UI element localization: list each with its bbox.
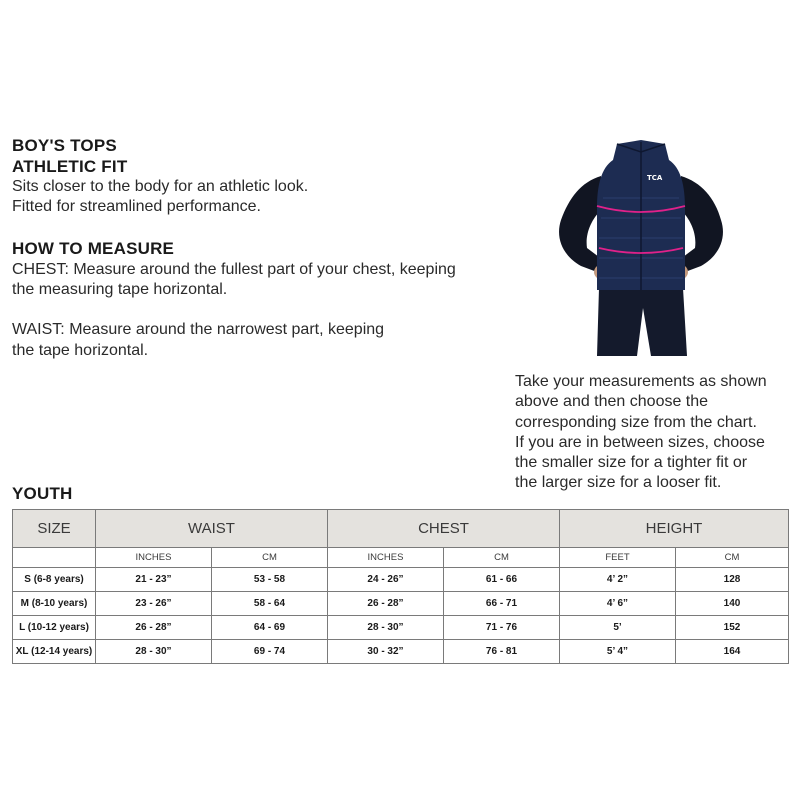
unit-header-row	[13, 548, 789, 568]
left-sleeve	[559, 176, 603, 272]
waist-inches-cell: 21 - 23”	[96, 568, 212, 592]
model-figure	[551, 138, 731, 356]
size-chart-table	[12, 509, 789, 664]
height-feet-cell: 4’ 2”	[560, 568, 676, 592]
section-title: YOUTH	[12, 484, 73, 503]
size-cell: XL (12-14 years)	[13, 640, 96, 664]
fit-title: ATHLETIC FIT	[12, 157, 128, 176]
table-row	[13, 568, 789, 592]
size-column-header: SIZE	[13, 510, 96, 548]
unit-header: INCHES	[96, 548, 212, 568]
height-feet-cell: 5’	[560, 616, 676, 640]
chest-inches-cell: 28 - 30”	[328, 616, 444, 640]
unit-header: CM	[212, 548, 328, 568]
note-line: corresponding size from the chart.	[515, 413, 757, 431]
height-feet-cell: 5’ 4”	[560, 640, 676, 664]
height-feet-cell: 4’ 6”	[560, 592, 676, 616]
waist-inches-cell: 28 - 30”	[96, 640, 212, 664]
height-cm-cell: 140	[676, 592, 789, 616]
unit-header: CM	[444, 548, 560, 568]
note-line: Take your measurements as shown	[515, 373, 767, 390]
fit-description-line: Fitted for streamlined performance.	[12, 198, 261, 215]
pants	[597, 288, 687, 356]
note-line: If you are in between sizes, choose	[515, 433, 765, 451]
waist-inches-cell: 26 - 28”	[96, 616, 212, 640]
right-sleeve	[679, 176, 723, 272]
height-cm-cell: 164	[676, 640, 789, 664]
page-title: BOY'S TOPS	[12, 136, 117, 155]
table-header-row	[13, 510, 789, 548]
height-column-header: HEIGHT	[560, 510, 789, 548]
table-row	[13, 640, 789, 664]
note-line: above and then choose the	[515, 393, 709, 411]
chest-column-header: CHEST	[328, 510, 560, 548]
brand-logo: TCA	[647, 174, 663, 182]
measurement-note	[515, 372, 795, 494]
waist-cm-cell: 53 - 58	[212, 568, 328, 592]
waist-instruction-line: WAIST: Measure around the narrowest part, keeping	[12, 321, 385, 338]
height-cm-cell: 152	[676, 616, 789, 640]
height-cm-cell: 128	[676, 568, 789, 592]
note-line: the smaller size for a tighter fit or	[515, 454, 748, 472]
waist-inches-cell: 23 - 26”	[96, 592, 212, 616]
waist-column-header: WAIST	[96, 510, 328, 548]
chest-inches-cell: 24 - 26”	[328, 568, 444, 592]
size-cell: S (6-8 years)	[13, 568, 96, 592]
waist-cm-cell: 58 - 64	[212, 592, 328, 616]
chest-instruction-line: the measuring tape horizontal.	[12, 281, 228, 298]
how-to-measure-title: HOW TO MEASURE	[12, 239, 175, 258]
fit-description-line: Sits closer to the body for an athletic look.	[12, 178, 309, 195]
note-line: the larger size for a looser fit.	[515, 474, 722, 492]
size-cell: L (10-12 years)	[13, 616, 96, 640]
chest-cm-cell: 76 - 81	[444, 640, 560, 664]
chest-instruction-line: CHEST: Measure around the fullest part of your chest, keeping	[12, 261, 456, 278]
waist-instruction-line: the tape horizontal.	[12, 342, 149, 359]
table-row	[13, 592, 789, 616]
chest-cm-cell: 61 - 66	[444, 568, 560, 592]
table-row	[13, 616, 789, 640]
waist-cm-cell: 64 - 69	[212, 616, 328, 640]
waist-cm-cell: 69 - 74	[212, 640, 328, 664]
unit-header-blank	[13, 548, 96, 568]
chest-inches-cell: 30 - 32”	[328, 640, 444, 664]
unit-header: CM	[676, 548, 789, 568]
unit-header: INCHES	[328, 548, 444, 568]
size-cell: M (8-10 years)	[13, 592, 96, 616]
unit-header: FEET	[560, 548, 676, 568]
chest-inches-cell: 26 - 28”	[328, 592, 444, 616]
chest-cm-cell: 66 - 71	[444, 592, 560, 616]
chest-cm-cell: 71 - 76	[444, 616, 560, 640]
